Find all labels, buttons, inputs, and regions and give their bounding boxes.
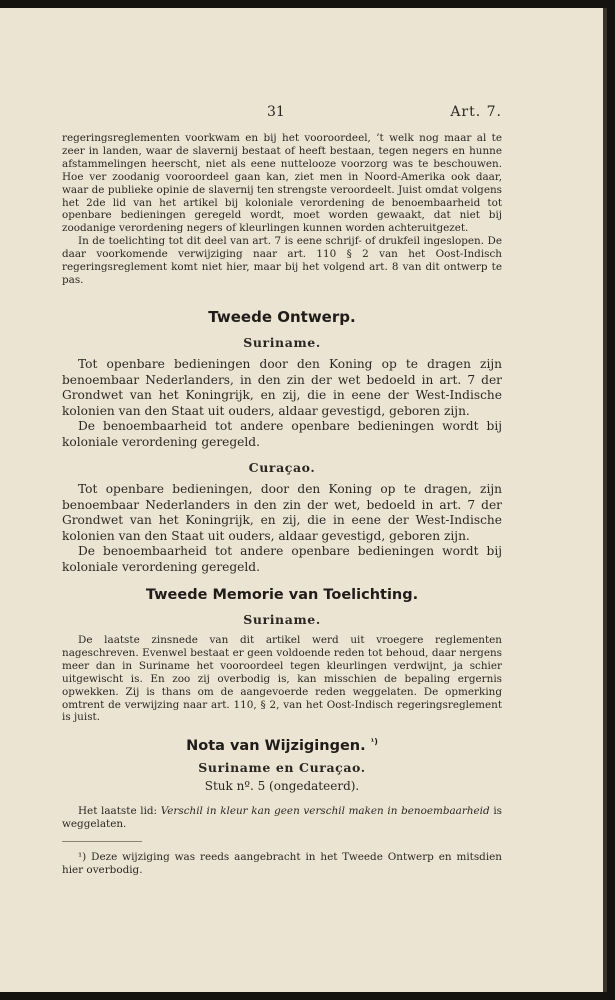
memorie-paragraph: De laatste zinsnede van dit artikel werd uit vroegere reglementen nageschreven. Evenwel bestaat er geen voldoende reden tot behoud, daar nergens meer dan in Suriname het vooroordeel tegen kleurlingen verdwijnt, ja schier uitgewischt is. En zoo zij overbodig is, kan misschien de bepaling ergernis opwekken. Zij is thans om de aangevoerde reden weggelaten. De opmerking omtrent de verwijzing naar art. 110, § 2, van het Oost-Indisch regeringsreglement is juist. (62, 634, 502, 724)
article-paragraph: Tot openbare bedieningen, door den Koning op te dragen, zijn benoembaar Nederlanders in den zin der wet, bedoeld in art. 7 der Grondwet van het Koningrijk, en zij, die in eene der West-Indische kolonien van den Staat uit ouders, aldaar gevestigd, geboren zijn. (62, 482, 502, 543)
article-paragraph: De benoembaarheid tot andere openbare bedieningen wordt bij koloniale verordening geregeld. (62, 419, 502, 449)
ontwerp-curacao-text (62, 482, 502, 576)
nota-paragraph (62, 805, 502, 831)
article-mark: Art. 7. (450, 104, 502, 120)
stuk-reference: Stuk nº. 5 (ongedateerd). (204, 779, 360, 793)
heading-curacao: Curaçao. (248, 460, 316, 475)
intro-paragraph: In de toelichting tot dit deel van art. 7 is eene schrijf- of drukfeil ingeslopen. De daar voorkomende verwijziging naar art. 110 § 2 van het Oost-Indisch regeringsreglement komt niet hier, maar bij het volgend art. 8 van dit ontwerp te pas. (62, 235, 502, 286)
heading-memorie-suriname: Suriname. (243, 612, 321, 627)
heading-suriname-curacao: Suriname en Curaçao. (198, 760, 366, 775)
section-title-tweede-ontwerp: Tweede Ontwerp. (208, 308, 356, 326)
section-title-memorie: Tweede Memorie van Toelichting. (145, 587, 419, 603)
footnote-reference: ¹) (370, 737, 378, 746)
nota-quoted-text: Verschil in kleur kan geen verschil maken in benoembaarheid (160, 805, 490, 817)
nota-tail: is weggelaten. (62, 805, 502, 830)
ontwerp-suriname-text (62, 357, 502, 451)
heading-suriname: Suriname. (243, 335, 321, 350)
memorie-text (62, 634, 502, 724)
footnote (62, 851, 502, 877)
intro-section (62, 132, 502, 287)
article-paragraph: Tot openbare bedieningen door den Koning op te dragen zijn benoembaar Nederlanders, in den zin der wet bedoeld in art. 7 der Grondwet van het Koningrijk, en zij, die in eene der West-Indische kolonien van den Staat uit ouders, aldaar gevestigd, geboren zijn. (62, 357, 502, 418)
page-edge (603, 8, 607, 992)
article-paragraph: De benoembaarheid tot andere openbare bedieningen wordt bij koloniale verordening geregeld. (62, 544, 502, 574)
footnote-rule (62, 841, 142, 842)
page-number: 31 (267, 104, 285, 120)
book-page (0, 8, 603, 992)
running-head (62, 104, 502, 124)
nota-title-text: Nota van Wijzigingen. (186, 737, 366, 754)
nota-text (62, 805, 502, 831)
footnote-text (62, 851, 502, 877)
nota-lead: Het laatste lid: (78, 805, 158, 817)
intro-paragraph: regeringsreglementen voorkwam en bij het vooroordeel, ’t welk nog maar al te zeer in landen, waar de slavernij bestaat of heeft bestaan, tegen negers en hunne afstammelingen heerscht, niet als eene nuttelooze voorzorg was te beschouwen. Hoe ver zoodanig vooroordeel gaan kan, ziet men in Noord-Amerika ook daar, waar de publieke opinie de slavernij ten strengste veroordeelt. Juist omdat volgens het 2de lid van het artikel bij koloniale verordening de benoembaarheid tot openbare bedieningen geregeld wordt, moet worden gewaakt, dat niet bij zoodanige verordening negers of kleurlingen kunnen worden achteruitgezet. (62, 132, 502, 235)
footnote-body: Deze wijziging was reeds aangebracht in het Tweede Ontwerp en mitsdien hier overbodig. (62, 851, 502, 876)
footnote-mark: ¹) (78, 851, 87, 863)
section-title-nota (62, 737, 502, 754)
